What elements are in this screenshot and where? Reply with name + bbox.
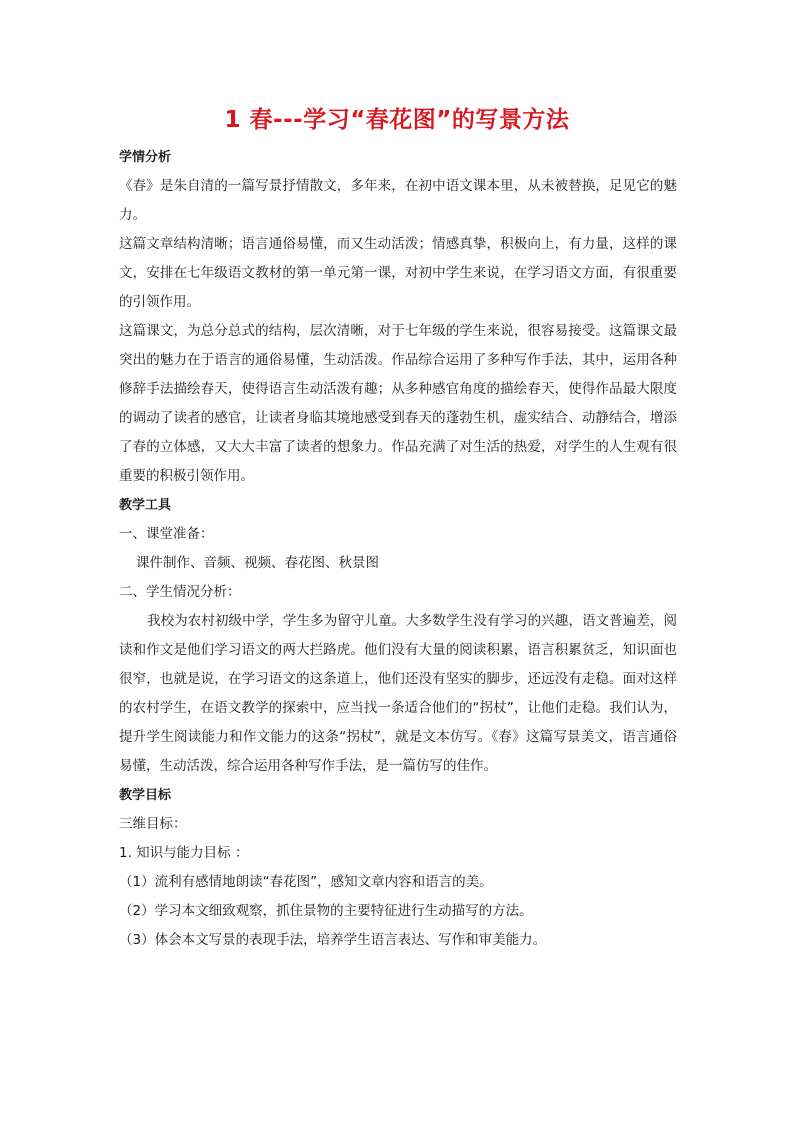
section-heading-tools: 教学工具 [119,498,172,513]
document-title: 1 春---学习“春花图”的写景方法 [224,107,570,133]
section-heading-analysis: 学情分析 [119,150,172,165]
goal-item: （2）学习本文细致观察，抓住景物的主要特征进行生动描写的方法。 [119,903,533,919]
goals-subheading: 三维目标： [119,816,187,832]
analysis-paragraph: 《春》是朱自清的一篇写景抒情散文，多年来，在初中语文课本里，从未被替换，足见它的魅力。 [119,178,677,223]
document-body [119,143,677,955]
goal-item: （3）体会本文写景的表现手法，培养学生语言表达、写作和审美能力。 [119,932,547,948]
analysis-paragraph: 这篇课文，为总分总式的结构，层次清晰，对于七年级的学生来说，很容易接受。这篇课文最突出的魅力在于语言的通俗易懂，生动活泼。作品综合运用了多种写作手法，其中，运用各种修辞手法描绘春天，使得语言生动活泼有趣；从多种感官角度的描绘春天，使得作品最大限度的调动了读者的感官，让读者身临其境地感受到春天的蓬勃生机，虚实结合、动静结合，增添了春的立体感，又大大丰富了读者的想象力。作品充满了对生活的热爱，对学生的人生观有很重要的积极引领作用。 [119,323,677,484]
analysis-paragraph: 这篇文章结构清晰；语言通俗易懂，而又生动活泼；情感真挚，积极向上，有力量，这样的课文，安排在七年级语文教材的第一单元第一课，对初中学生来说，在学习语文方面，有很重要的引领作用。 [119,236,677,310]
student-situation-paragraph: 我校为农村初级中学，学生多为留守儿童。大多数学生没有学习的兴趣，语文普遍差，阅读和作文是他们学习语文的两大拦路虎。他们没有大量的阅读积累，语言积累贫乏，知识面也很窄，也就是说，在学习语文的这条道上，他们还没有坚实的脚步，还远没有走稳。面对这样的农村学生，在语文教学的探索中，应当找一条适合他们的“拐杖”，让他们走稳。我们认为，提升学生阅读能力和作文能力的这条“拐杖”，就是文本仿写。《春》这篇写景美文，语言通俗易懂，生动活泼，综合运用各种写作手法，是一篇仿写的佳作。 [119,613,677,774]
section-heading-goals: 教学目标 [119,788,172,803]
tools-item-content: 课件制作、音频、视频、春花图、秋景图 [136,555,379,571]
goal-item: （1）流利有感情地朗读“春花图”，感知文章内容和语言的美。 [119,874,493,890]
tools-item-label: 二、学生情况分析： [119,584,241,600]
tools-item-label: 一、课堂准备： [119,526,214,542]
goal-label: 1. 知识与能力目标 ： [119,845,249,861]
